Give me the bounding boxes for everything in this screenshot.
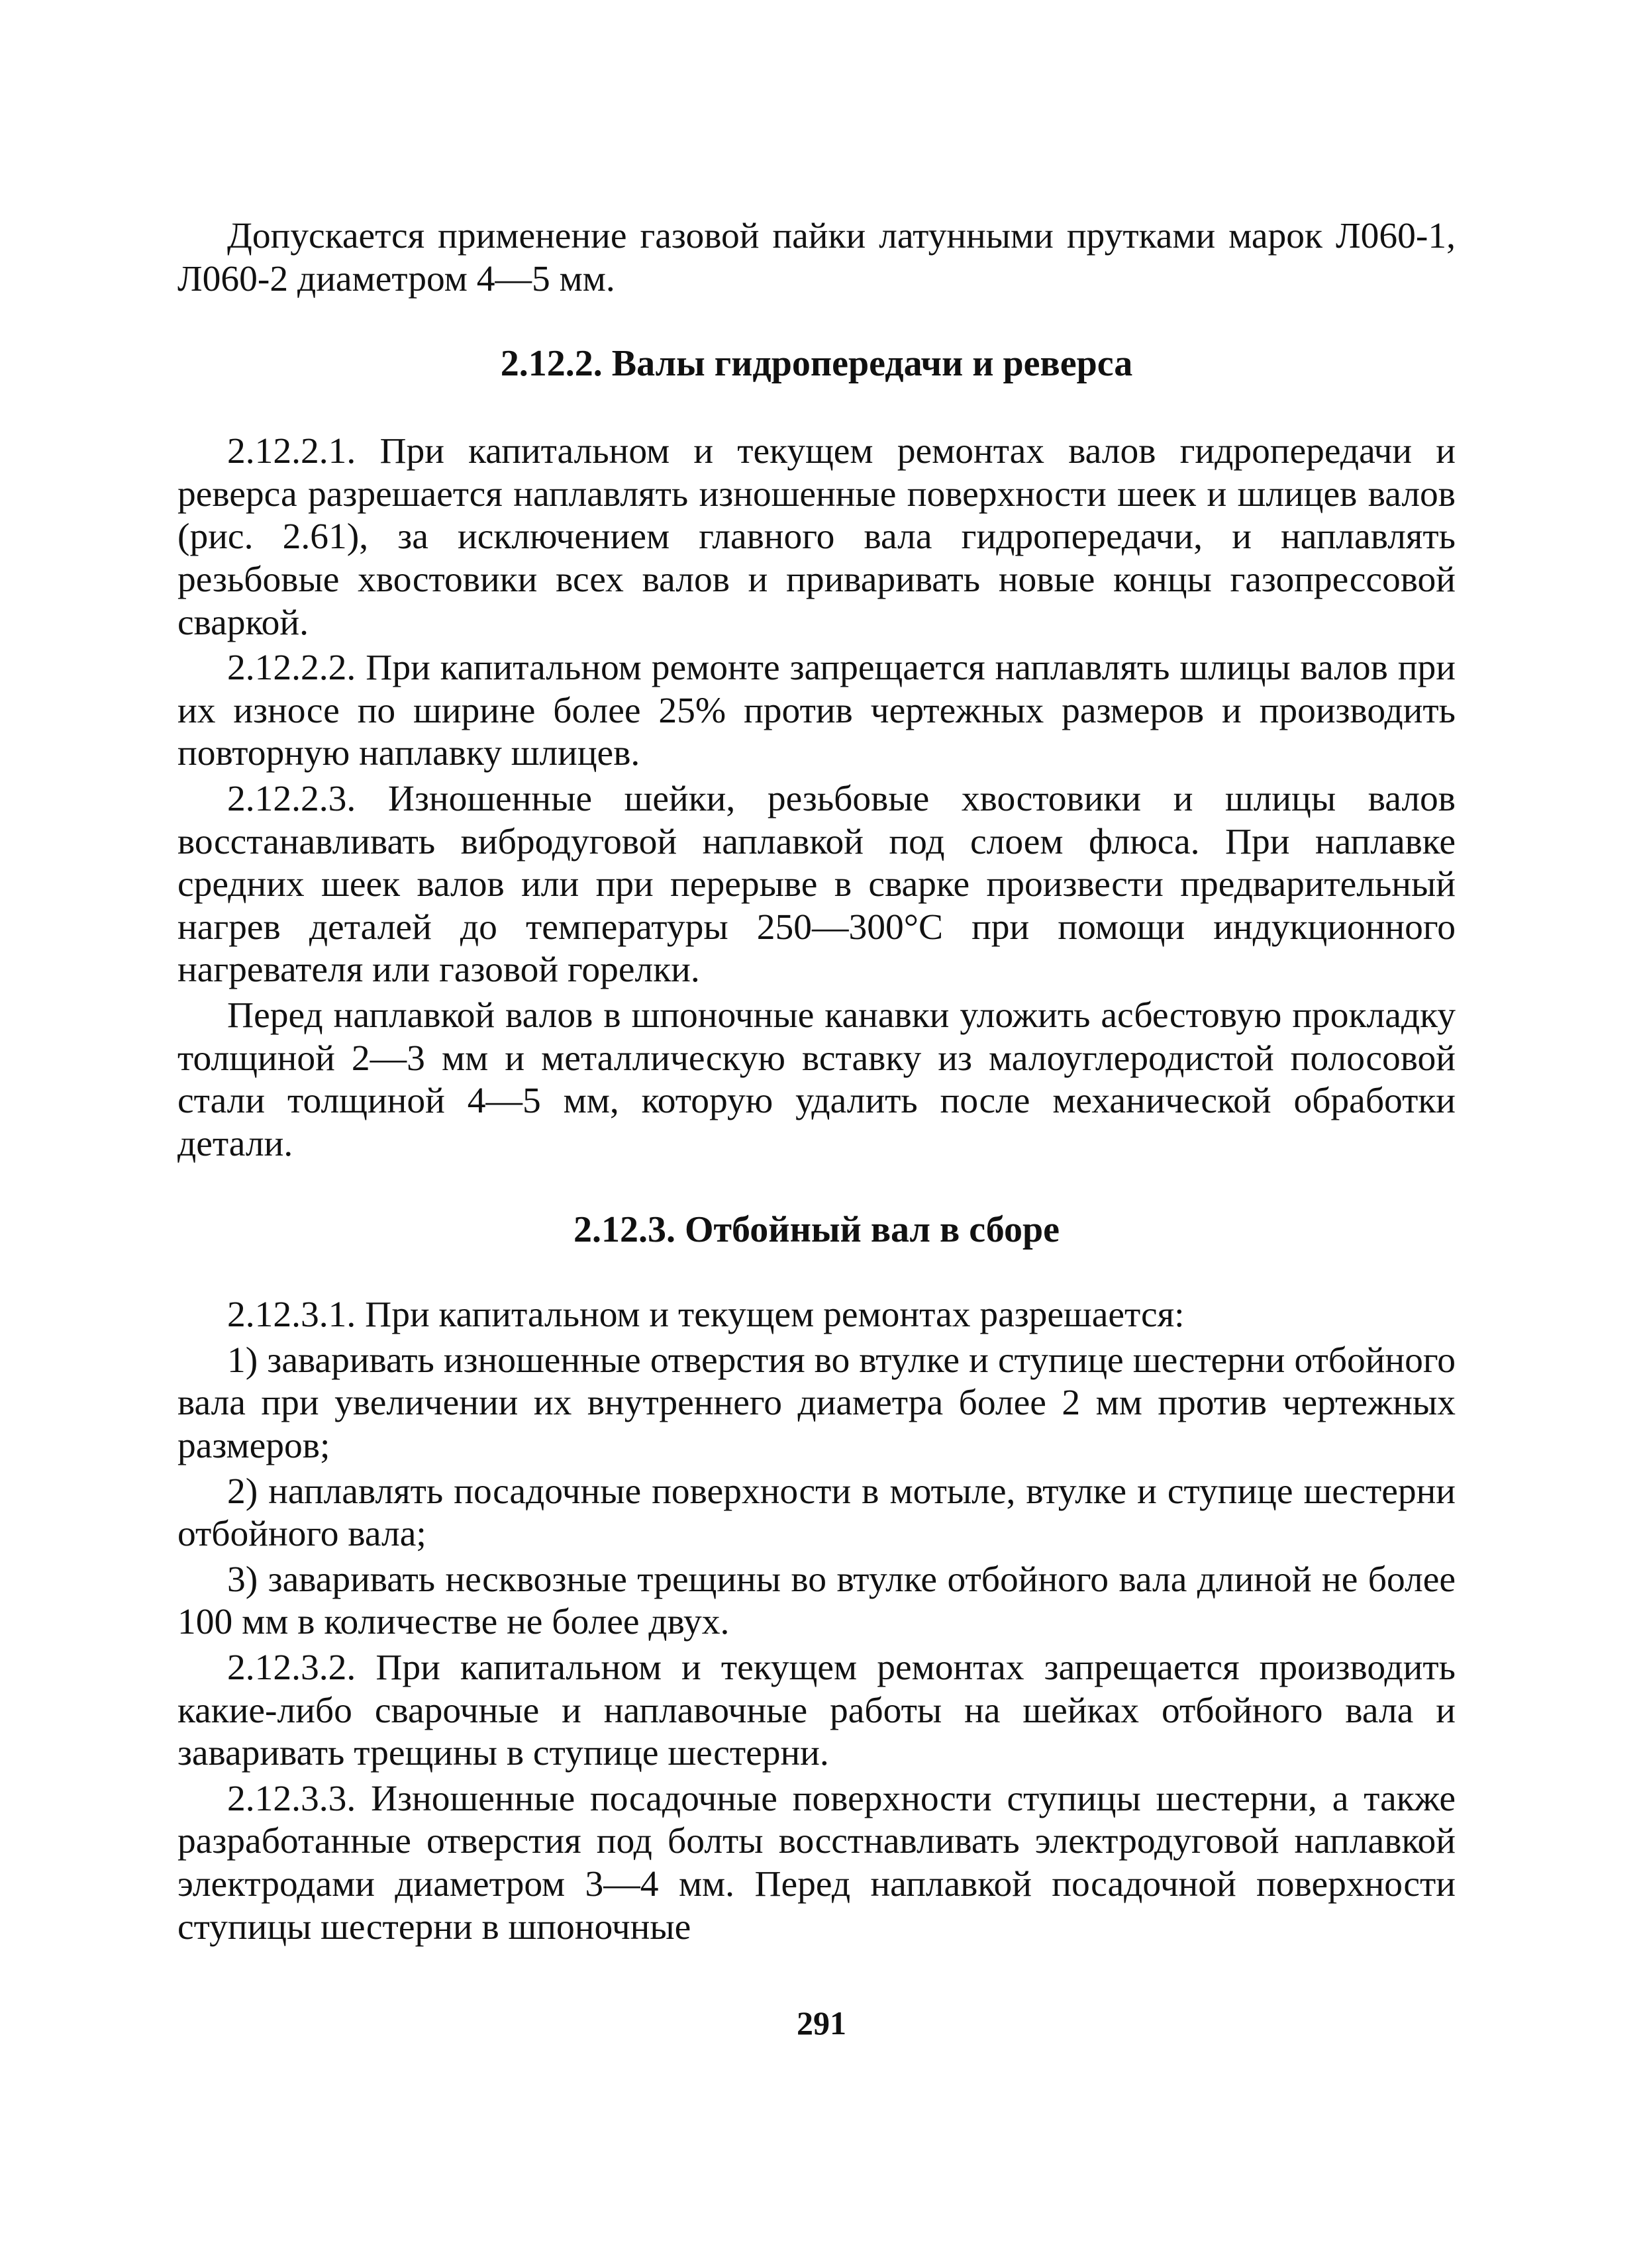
list-item-3: 3) заваривать несквозные трещины во втулке отбойного вала длиной не более 100 мм в количестве не более двух. — [177, 1559, 1456, 1643]
paragraph-2-12-2-3: 2.12.2.3. Изношенные шейки, резьбовые хвостовики и шлицы валов восстанавливать вибродуговой наплавкой под слоем флюса. При наплавке средних шеек валов или при перерыве в сварке произвести предварительный нагрев деталей до температуры 250—300°С при помощи индукционного нагревателя или газовой горелки. — [177, 778, 1456, 991]
list-item-1: 1) заваривать изношенные отверстия во втулке и ступице шестерни отбойного вала при увеличении их внутреннего диаметра более 2 мм против чертежных размеров; — [177, 1340, 1456, 1467]
list-item-2: 2) наплавлять посадочные поверхности в мотыле, втулке и ступице шестерни отбойного вала; — [177, 1471, 1456, 1555]
paragraph-2-12-3-3: 2.12.3.3. Изношенные посадочные поверхности ступицы шестерни, а также разработанные отверстия под болты восстнавливать электродуговой наплавкой электродами диаметром 3—4 мм. Перед наплавкой посадочной поверхности ступицы шестерни в шпоночные — [177, 1778, 1456, 1948]
document-page — [177, 215, 1456, 1949]
paragraph-2-12-3-1: 2.12.3.1. При капитальном и текущем ремонтах разрешается: — [227, 1295, 1185, 1336]
section-heading-2-12-3: 2.12.3. Отбойный вал в сборе — [573, 1209, 1060, 1251]
paragraph-2-12-3-2: 2.12.3.2. При капитальном и текущем ремонтах запрещается производить какие-либо сварочные и наплавочные работы на шейках отбойного вала и заваривать трещины в ступице шестерни. — [177, 1648, 1456, 1774]
section-heading-2-12-2: 2.12.2. Валы гидропередачи и реверса — [500, 343, 1133, 385]
paragraph-2-12-2-2: 2.12.2.2. При капитальном ремонте запрещается наплавлять шлицы валов при их износе по ширине более 25% против чертежных размеров и производить повторную наплавку шлицев. — [177, 648, 1456, 774]
paragraph-2-12-2-1: 2.12.2.1. При капитальном и текущем ремонтах валов гидропередачи и реверса разрешается наплавлять изношенные поверхности шеек и шлицев валов (рис. 2.61), за исключением главного вала гидропередачи, и наплавлять резьбовые хвостовики всех валов и приваривать новые концы газопрессовой сваркой. — [177, 431, 1456, 643]
intro-paragraph: Допускается применение газовой пайки латунными прутками марок Л060-1, Л060-2 диаметром 4—5 мм. — [177, 216, 1456, 299]
page-number: 291 — [797, 2004, 846, 2042]
paragraph-2-12-2-3-cont: Перед наплавкой валов в шпоночные канавки уложить асбестовую прокладку толщиной 2—3 мм и металлическую вставку из малоуглеродистой полосовой стали толщиной 4—5 мм, которую удалить после механической обработки детали. — [177, 995, 1456, 1164]
